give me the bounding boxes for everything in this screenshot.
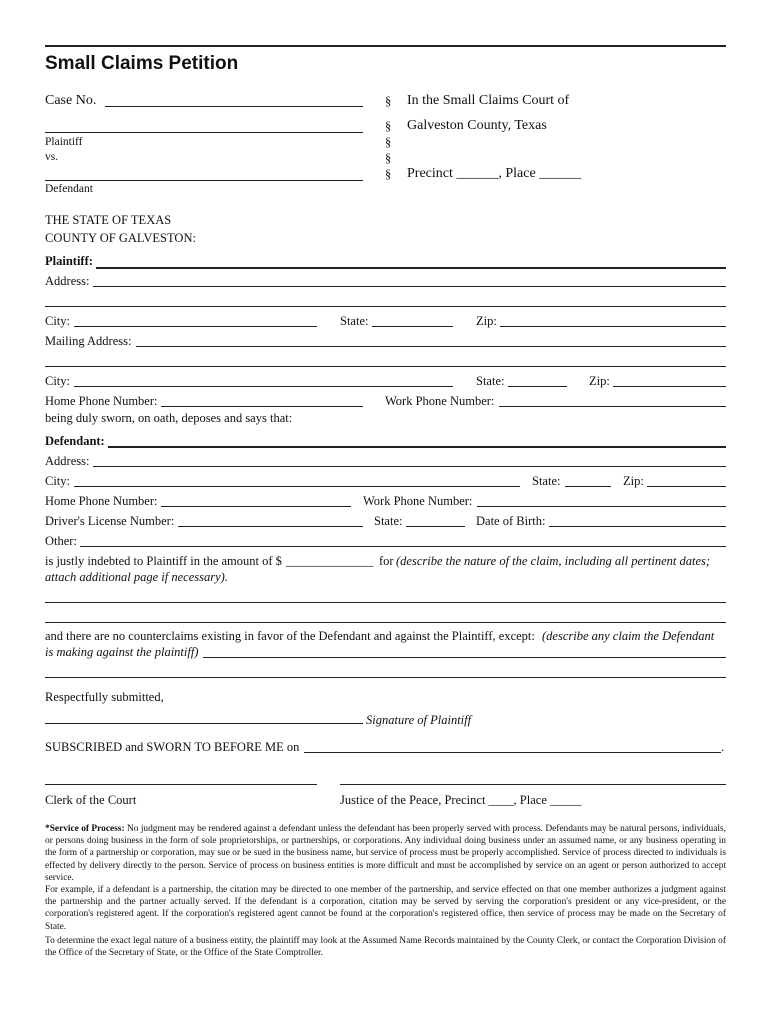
counterclaim-text: and there are no counterclaims existing in favor of the Defendant and against the Plaintiff, except: (45, 629, 535, 643)
plaintiff-state-label: State: (340, 314, 369, 328)
plaintiff-city2-input[interactable] (74, 375, 453, 387)
defendant-license-state-input[interactable] (406, 515, 465, 527)
service-note-1-text: No judgment may be rendered against a defendant unless the defendant has been properly served with process. Defendants may be natural persons, individuals, or persons doing business in the form of sole proprietorships, or partnerships, or corporations. Any individual doing business under an assumed name, or any business operating in the form of a partnership or corporation, may sue or be sued in the business name, but service of process must be properly accomplished. Service of process directed to individuals is effected by delivery directly to the person. Service of process on business entities is more difficult and must be accomplished by service on an agent or person authorized to accept service. (45, 824, 726, 883)
defendant-home-phone-input[interactable] (161, 495, 351, 507)
defendant-home-phone-label: Home Phone Number: (45, 494, 158, 508)
service-note-1 (45, 823, 726, 884)
section-symbol: § (385, 135, 392, 149)
counterclaim-line-2[interactable] (45, 666, 726, 678)
counterclaim-describe-2: is making against the plaintiff) (45, 645, 199, 659)
defendant-city-input[interactable] (74, 475, 520, 487)
plaintiff-signature-line[interactable] (45, 712, 363, 724)
defendant-work-phone-input[interactable] (477, 495, 726, 507)
defendant-other-label: Other: (45, 534, 77, 548)
plaintiff-state2-input[interactable] (508, 375, 567, 387)
plaintiff-work-phone-input[interactable] (499, 395, 726, 407)
amount-blank[interactable]: ______________ (286, 554, 374, 568)
defendant-city-label: City: (45, 474, 71, 488)
plaintiff-mailing-input[interactable] (136, 335, 726, 347)
section-symbol: § (385, 167, 392, 181)
plaintiff-caption-label: Plaintiff (45, 136, 83, 148)
indebted-text: is justly indebted to Plaintiff in the amount of $ (45, 554, 282, 568)
plaintiff-mailing-label: Mailing Address: (45, 334, 132, 348)
defendant-caption-label: Defendant (45, 183, 93, 195)
plaintiff-address-input-2[interactable] (45, 295, 726, 307)
plaintiff-work-phone-label: Work Phone Number: (385, 394, 495, 408)
defendant-zip-label: Zip: (623, 474, 644, 488)
period: . (721, 740, 725, 754)
defendant-license-input[interactable] (178, 515, 363, 527)
respectfully-submitted: Respectfully submitted, (45, 690, 164, 704)
top-rule (45, 45, 726, 47)
defendant-other-input[interactable] (80, 535, 726, 547)
plaintiff-state-input[interactable] (372, 315, 453, 327)
plaintiff-name-input[interactable] (96, 255, 726, 269)
plaintiff-name-field[interactable] (45, 118, 363, 133)
county-of-galveston: COUNTY OF GALVESTON: (45, 231, 196, 245)
counterclaim-describe: (describe any claim the Defendant (542, 629, 715, 643)
defendant-work-phone-label: Work Phone Number: (363, 494, 473, 508)
case-no-label: Case No. (45, 93, 97, 108)
defendant-state-input[interactable] (565, 475, 611, 487)
service-note-2: For example, if a defendant is a partnership, the citation may be directed to one member of the partnership, and service effected on that one member authorizes a judgment against the partnership and the partner actually served. If the defendant is a corporation, citation may be served by serving the corporation's president or any vice-president, or the corporation's registered agent. If the corporation's registered agent cannot be found at the corporation's registered office, then service of process may be made on the Secretary of State. (45, 885, 726, 932)
service-note-3: To determine the exact legal nature of a business entity, the plaintiff may look at the Assumed Name Records maintained by the County Clerk, or contact the Corporation Division of the Office of the Secretary of State, or the Office of the State Comptroller. (45, 936, 726, 959)
plaintiff-heading: Plaintiff: (45, 254, 93, 268)
defendant-dob-label: Date of Birth: (476, 514, 546, 528)
claim-line-2[interactable] (45, 610, 726, 623)
service-note-label: *Service of Process: (45, 824, 125, 834)
page-title: Small Claims Petition (45, 53, 239, 74)
defendant-license-label: Driver's License Number: (45, 514, 175, 528)
section-symbol: § (385, 94, 392, 108)
claim-describe: (describe the nature of the claim, including all pertinent dates; (396, 554, 711, 568)
vs-label: vs. (45, 151, 59, 163)
defendant-address-input[interactable] (93, 455, 726, 467)
defendant-address-label: Address: (45, 454, 90, 468)
sworn-statement: being duly sworn, on oath, deposes and says that: (45, 411, 293, 425)
precinct-line: Precinct ______, Place ______ (407, 166, 582, 181)
clerk-of-court: Clerk of the Court (45, 793, 137, 807)
plaintiff-zip2-label: Zip: (589, 374, 610, 388)
justice-of-peace: Justice of the Peace, Precinct ____, Place _____ (340, 793, 582, 807)
signature-of-plaintiff: Signature of Plaintiff (366, 713, 472, 727)
subscribed-sworn: SUBSCRIBED and SWORN TO BEFORE ME on (45, 740, 300, 754)
clerk-signature-line[interactable] (45, 773, 317, 785)
plaintiff-state2-label: State: (476, 374, 505, 388)
plaintiff-zip-label: Zip: (476, 314, 497, 328)
plaintiff-home-phone-input[interactable] (161, 395, 363, 407)
plaintiff-zip2-input[interactable] (613, 375, 726, 387)
defendant-license-state-label: State: (374, 514, 403, 528)
plaintiff-address-input[interactable] (93, 275, 726, 287)
case-no-field[interactable] (105, 93, 363, 107)
defendant-name-input[interactable] (108, 435, 726, 448)
defendant-dob-input[interactable] (549, 515, 726, 527)
counterclaim-line-1[interactable] (203, 646, 726, 658)
state-of-texas: THE STATE OF TEXAS (45, 213, 172, 227)
defendant-zip-input[interactable] (647, 475, 726, 487)
defendant-state-label: State: (532, 474, 561, 488)
plaintiff-city-input[interactable] (74, 315, 317, 327)
claim-attach: attach additional page if necessary). (45, 570, 228, 584)
court-line: In the Small Claims Court of (407, 93, 570, 108)
sworn-date-line[interactable] (304, 741, 721, 753)
defendant-name-field[interactable] (45, 166, 363, 181)
claim-line-1[interactable] (45, 590, 726, 603)
plaintiff-mailing-input-2[interactable] (45, 355, 726, 367)
plaintiff-home-phone-label: Home Phone Number: (45, 394, 158, 408)
for-text: for (379, 554, 394, 568)
plaintiff-zip-input[interactable] (500, 315, 726, 327)
section-symbol: § (385, 151, 392, 165)
section-symbol: § (385, 119, 392, 133)
county-court-line: Galveston County, Texas (407, 118, 547, 133)
plaintiff-address-label: Address: (45, 274, 90, 288)
plaintiff-city-label: City: (45, 314, 71, 328)
justice-signature-line[interactable] (340, 773, 726, 785)
defendant-heading: Defendant: (45, 434, 105, 448)
plaintiff-city2-label: City: (45, 374, 71, 388)
